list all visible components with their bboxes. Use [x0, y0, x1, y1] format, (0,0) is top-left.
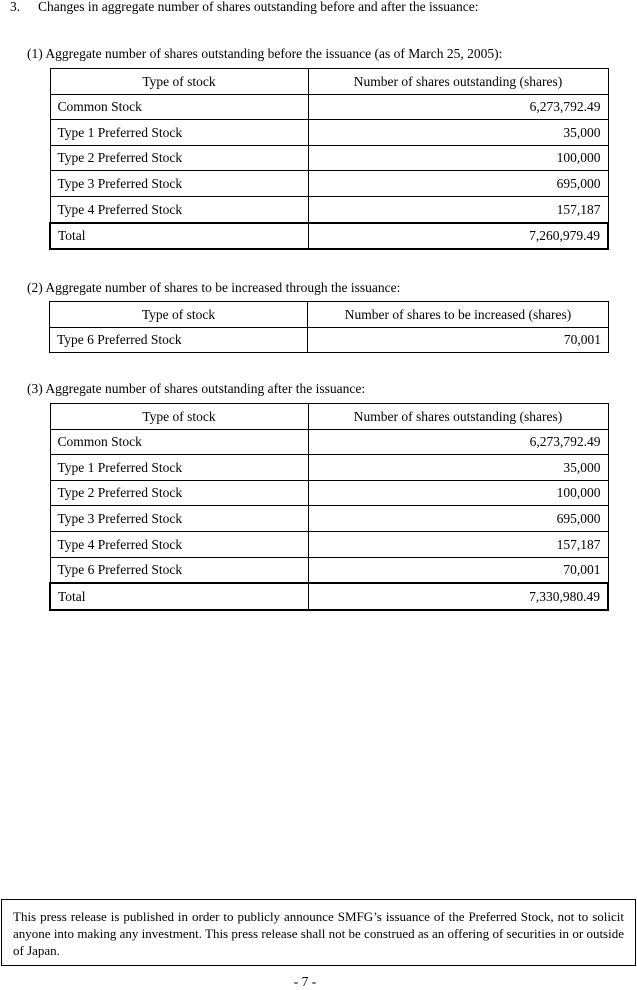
shares-cell: 100,000 — [308, 480, 608, 506]
total-value: 7,260,979.49 — [308, 223, 608, 250]
stock-type-cell: Type 3 Preferred Stock — [50, 171, 308, 197]
table-row — [50, 145, 608, 171]
column-header-shares: Number of shares outstanding (shares) — [308, 404, 608, 430]
table-row — [50, 120, 608, 146]
column-header-type: Type of stock — [50, 69, 308, 95]
stock-type-cell: Type 1 Preferred Stock — [50, 120, 308, 146]
shares-cell: 695,000 — [308, 171, 608, 197]
shares-cell: 70,001 — [308, 327, 609, 353]
shares-cell: 157,187 — [308, 531, 608, 557]
table-row — [50, 531, 608, 557]
section1-title: (1) Aggregate number of shares outstanding before the issuance (as of March 25, 2005): — [27, 46, 503, 61]
section-number: 3. — [10, 0, 21, 14]
stock-type-cell: Type 4 Preferred Stock — [50, 531, 308, 557]
shares-cell: 157,187 — [308, 196, 608, 222]
table-row — [50, 455, 608, 481]
page-number: - 7 - — [293, 974, 317, 989]
shares-cell: 35,000 — [308, 455, 608, 481]
section3-title: (3) Aggregate number of shares outstanding after the issuance: — [27, 381, 366, 396]
shares-before-table — [49, 68, 609, 250]
table-row — [50, 480, 608, 506]
disclaimer-box: This press release is published in order to publicly announce SMFG’s issuance of the Preferred Stock, not to solicit anyone into making any investment. This press release shall not be construed as an offering of securities in or outside of Japan. — [1, 899, 636, 966]
shares-cell: 695,000 — [308, 506, 608, 532]
total-row — [50, 583, 608, 610]
stock-type-cell: Type 6 Preferred Stock — [50, 327, 308, 353]
table-row — [50, 171, 608, 197]
table-row — [50, 327, 609, 353]
stock-type-cell: Type 2 Preferred Stock — [50, 480, 308, 506]
section-heading — [10, 0, 478, 15]
total-row — [50, 223, 608, 250]
column-header-shares: Number of shares to be increased (shares) — [308, 302, 609, 328]
shares-increase-table — [49, 301, 609, 353]
table-header-row — [50, 404, 608, 430]
stock-type-cell: Type 4 Preferred Stock — [50, 196, 308, 222]
stock-type-cell: Type 1 Preferred Stock — [50, 455, 308, 481]
table-row — [50, 557, 608, 583]
stock-type-cell: Common Stock — [50, 429, 308, 455]
shares-cell: 70,001 — [308, 557, 608, 583]
table-header-row — [50, 69, 608, 95]
section-heading-text: Changes in aggregate number of shares outstanding before and after the issuance: — [38, 0, 479, 14]
total-value: 7,330,980.49 — [308, 583, 608, 610]
table-row — [50, 94, 608, 120]
stock-type-cell: Type 3 Preferred Stock — [50, 506, 308, 532]
column-header-shares: Number of shares outstanding (shares) — [308, 69, 608, 95]
table-row — [50, 196, 608, 222]
shares-cell: 6,273,792.49 — [308, 429, 608, 455]
stock-type-cell: Type 2 Preferred Stock — [50, 145, 308, 171]
shares-cell: 35,000 — [308, 120, 608, 146]
total-label: Total — [50, 223, 308, 250]
column-header-type: Type of stock — [50, 302, 308, 328]
section2-title: (2) Aggregate number of shares to be increased through the issuance: — [27, 280, 401, 295]
column-header-type: Type of stock — [50, 404, 308, 430]
stock-type-cell: Common Stock — [50, 94, 308, 120]
stock-type-cell: Type 6 Preferred Stock — [50, 557, 308, 583]
shares-cell: 100,000 — [308, 145, 608, 171]
shares-cell: 6,273,792.49 — [308, 94, 608, 120]
table-row — [50, 429, 608, 455]
total-label: Total — [50, 583, 308, 610]
shares-after-table — [49, 403, 609, 611]
table-row — [50, 506, 608, 532]
table-header-row — [50, 302, 609, 328]
